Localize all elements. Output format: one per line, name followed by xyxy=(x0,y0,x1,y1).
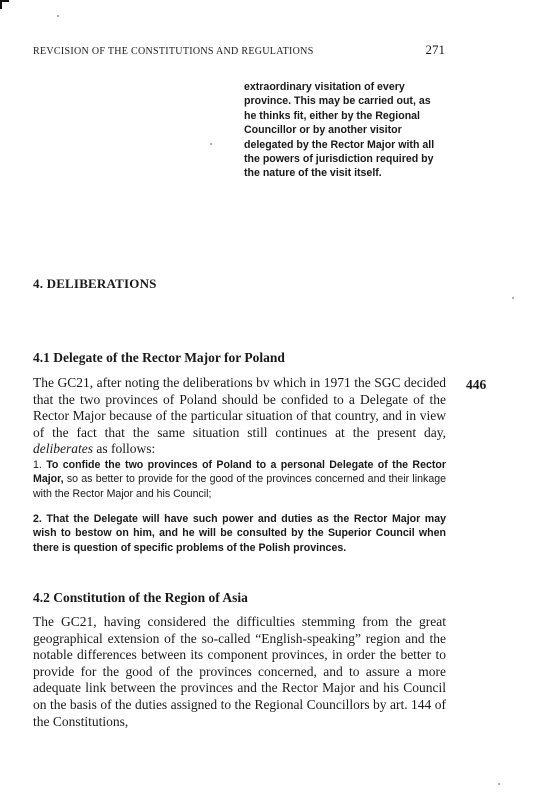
scan-speck xyxy=(210,143,212,145)
item-1-rest: so as better to provide for the good of the provinces concerned and their linkage with the Rector Major and his Council; xyxy=(33,473,446,500)
poland-paragraph-text: The GC21, after noting the deliberations bv which in 1971 the SGC decided that the two provinces of Poland should be confided to a Delegate of the Rector Major because of the particular situation of that country, and in view of the fact that the same situation still continues at the present day, xyxy=(33,375,446,440)
deliberates-emphasis: deliberates xyxy=(33,441,93,457)
margin-number: 446 xyxy=(466,377,487,392)
deliberation-item-2: 2. That the Delegate will have such power and duties as the Rector Major may wish to bestow on him, and he will be consulted by the Superior Council when there is question of specific problems of the Polish provinces. xyxy=(33,513,446,554)
poland-paragraph-end: as follows: xyxy=(96,441,156,457)
page-corner-mark xyxy=(0,0,9,9)
subsection-title-asia: 4.2 Constitution of the Region of Asia xyxy=(33,590,248,605)
scan-speck xyxy=(512,297,514,299)
item-1-number: 1. xyxy=(33,459,42,471)
running-head: REVCISION OF THE CONSTITUTIONS AND REGULATIONS xyxy=(33,46,314,57)
boxed-continuation-text: extraordinary visitation of every province. This may be carried out, as he thinks fit, either by the Regional Councillor or by another visitor delegated by the Rector Major with all the powers of jurisdiction required by the nature of the visit itself. xyxy=(244,81,435,180)
scan-speck xyxy=(498,783,500,785)
page-number: 271 xyxy=(425,42,445,57)
item-1-bold: To confide the two provinces of Poland to a personal Delegate of the Rector Major, xyxy=(33,459,446,486)
scan-speck xyxy=(57,15,59,17)
page-header xyxy=(33,42,445,58)
asia-paragraph: The GC21, having considered the difficulties stemming from the great geographical extension of the so-called “English-speaking” region and the notable differences between its component provinces, in order the better to provide for the good of the provinces concerned, and to assure a more adequate link between the provinces and the Rector Major and his Council on the basis of the duties assigned to the Regional Councillors by art. 144 of the Constitutions, xyxy=(33,614,446,729)
subsection-title-poland: 4.1 Delegate of the Rector Major for Poland xyxy=(33,350,285,365)
deliberation-item-1 xyxy=(33,458,446,501)
poland-paragraph xyxy=(33,375,446,458)
section-title: 4. DELIBERATIONS xyxy=(33,276,157,291)
